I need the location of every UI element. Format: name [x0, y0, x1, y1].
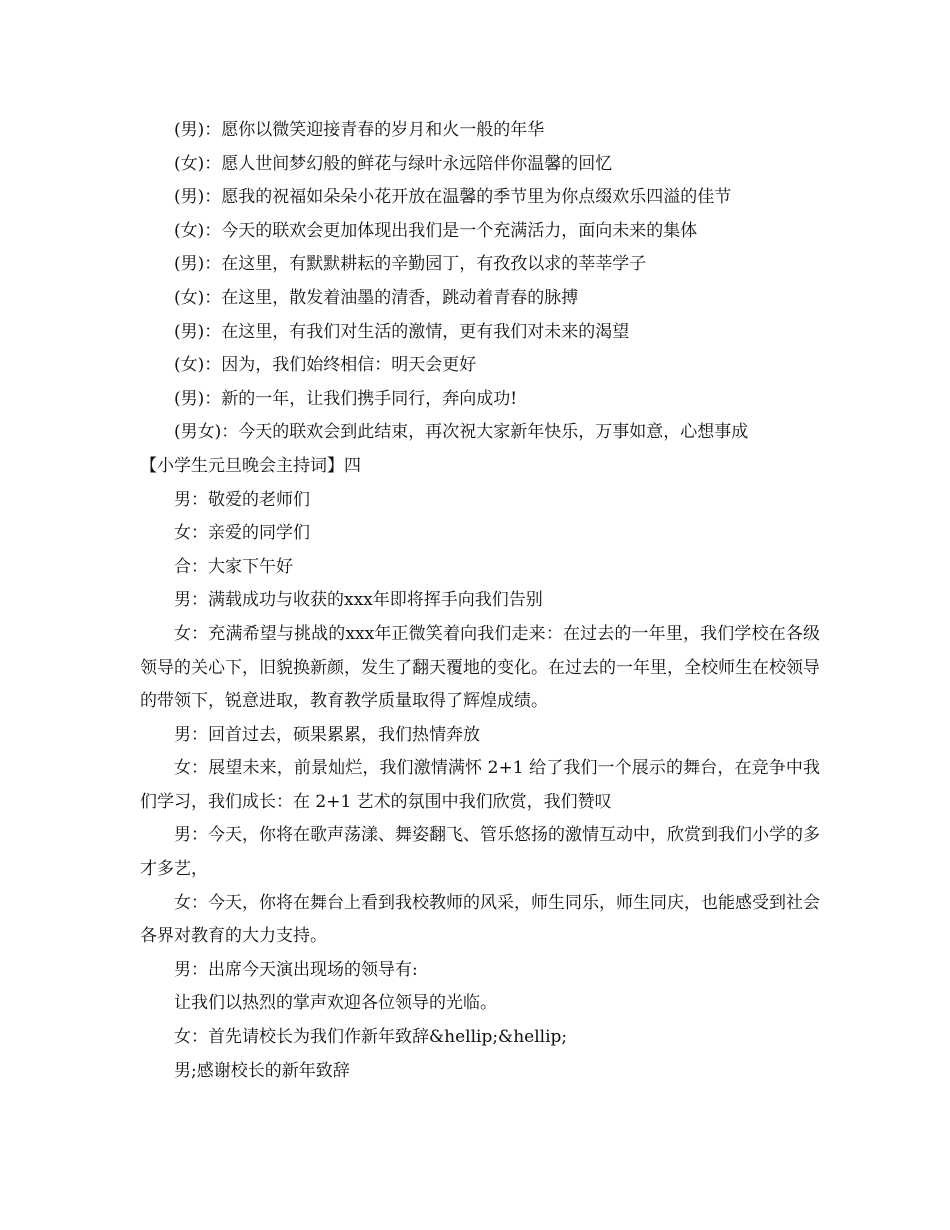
dialogue-line: (男)：愿你以微笑迎接青春的岁月和火一般的年华 [174, 120, 545, 140]
dialogue-line: 合：大家下午好 [174, 556, 293, 577]
dialogue-line: (女)：今天的联欢会更加体现出我们是一个充满活力，面向未来的集体 [174, 220, 698, 241]
section-heading: 【小学生元旦晚会主持词】四 [140, 455, 361, 476]
dialogue-line: (女)：愿人世间梦幻般的鲜花与绿叶永远陪伴你温馨的回忆 [174, 153, 613, 174]
dialogue-line: (男)：愿我的祝福如朵朵小花开放在温馨的季节里为你点缀欢乐四溢的佳节 [174, 187, 732, 208]
dialogue-paragraph: 女：今天，你将在舞台上看到我校教师的风采，师生同乐，师生同庆，也能感受到社会各界对教育的大力支持。 [140, 892, 820, 947]
dialogue-line: (男女)：今天的联欢会到此结束，再次祝大家新年快乐，万事如意，心想事成 [174, 422, 749, 443]
document-body [140, 114, 820, 1088]
dialogue-line: 男;感谢校长的新年致辞 [174, 1060, 350, 1081]
dialogue-line: 女：首先请校长为我们作新年致辞&hellip;&hellip; [174, 1027, 568, 1048]
dialogue-line: (男)：在这里，有我们对生活的激情，更有我们对未来的渴望 [174, 321, 630, 342]
dialogue-line: (男)：在这里，有默默耕耘的辛勤园丁，有孜孜以求的莘莘学子 [174, 254, 647, 275]
dialogue-line: (女)：因为，我们始终相信：明天会更好 [174, 355, 477, 376]
dialogue-paragraph: 女：展望未来，前景灿烂，我们激情满怀 2+1 给了我们一个展示的舞台，在竞争中我们学习，我们成长：在 2+1 艺术的氛围中我们欣赏，我们赞叹 [140, 758, 820, 812]
dialogue-paragraph: 女：充满希望与挑战的xxx年正微笑着向我们走来：在过去的一年里，我们学校在各级领导的关心下，旧貌换新颜，发生了翻天覆地的变化。在过去的一年里，全校师生在校领导的带领下，锐意进取，教育教学质量取得了辉煌成绩。 [140, 623, 820, 712]
dialogue-line: 男：敬爱的老师们 [174, 489, 310, 510]
dialogue-line: 女：亲爱的同学们 [174, 523, 310, 544]
dialogue-paragraph: 男：今天，你将在歌声荡漾、舞姿翻飞、管乐悠扬的激情互动中，欣赏到我们小学的多才多艺， [140, 825, 820, 880]
dialogue-line: 男：出席今天演出现场的领导有: [174, 959, 418, 980]
dialogue-line: 让我们以热烈的掌声欢迎各位领导的光临。 [174, 993, 497, 1014]
dialogue-line: 男：满载成功与收获的xxx年即将挥手向我们告别 [174, 590, 543, 611]
dialogue-line: 男：回首过去，硕果累累，我们热情奔放 [174, 724, 480, 745]
dialogue-line: (女)：在这里，散发着油墨的清香，跳动着青春的脉搏 [174, 287, 579, 308]
dialogue-line: (男)：新的一年，让我们携手同行，奔向成功! [174, 388, 518, 409]
